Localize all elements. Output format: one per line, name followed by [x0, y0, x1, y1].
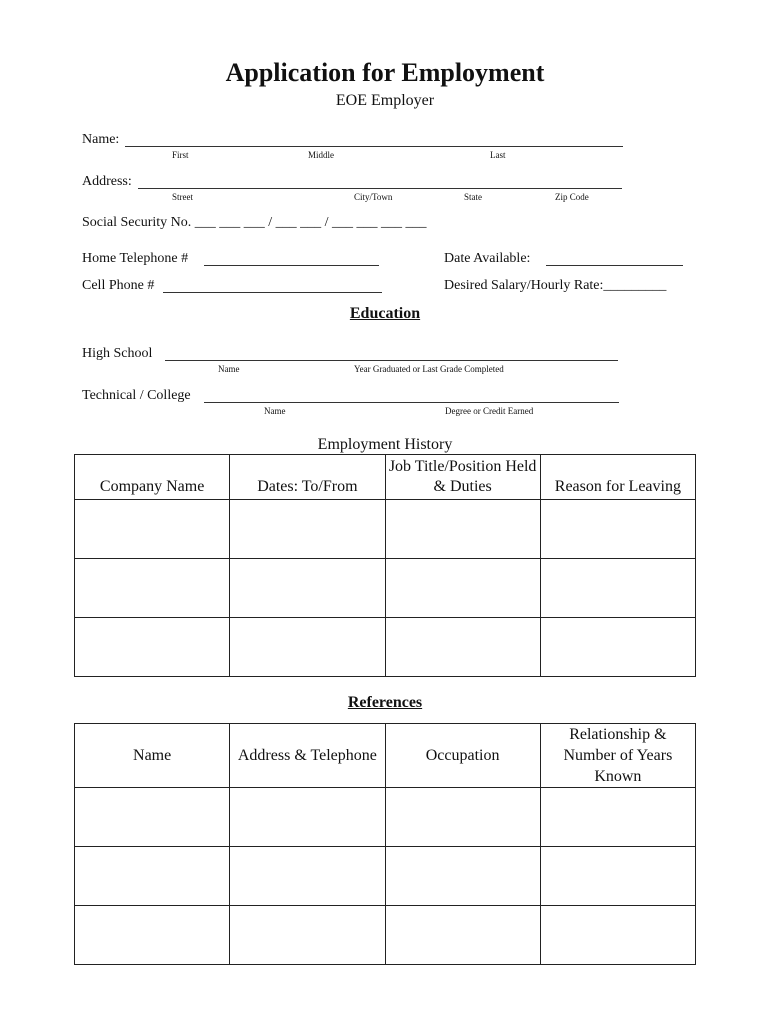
name-sub-first: First [172, 150, 189, 160]
table-row [75, 618, 696, 677]
ssn-field[interactable]: Social Security No. ___ ___ ___ / ___ ___ / ___ ___ ___ ___ [82, 215, 427, 230]
col-company-name: Company Name [75, 455, 230, 500]
table-cell[interactable] [75, 847, 230, 906]
home-phone-field[interactable] [204, 265, 379, 266]
table-cell[interactable] [75, 906, 230, 965]
page-title: Application for Employment [225, 58, 545, 87]
table-cell[interactable] [385, 559, 540, 618]
table-row [75, 847, 696, 906]
address-field[interactable] [138, 188, 622, 189]
table-cell[interactable] [230, 788, 385, 847]
college-field[interactable] [204, 402, 619, 403]
table-cell[interactable] [230, 618, 385, 677]
table-cell[interactable] [75, 500, 230, 559]
name-field[interactable] [125, 146, 623, 147]
address-sub-zip: Zip Code [555, 192, 589, 202]
table-cell[interactable] [230, 847, 385, 906]
employment-header-row [75, 455, 696, 500]
table-cell[interactable] [230, 500, 385, 559]
table-cell[interactable] [75, 618, 230, 677]
references-heading: References [347, 694, 423, 711]
table-cell[interactable] [540, 500, 695, 559]
employment-heading: Employment History [317, 436, 453, 453]
table-row [75, 906, 696, 965]
hs-sub-name: Name [218, 364, 240, 374]
high-school-label: High School [82, 346, 153, 361]
table-row [75, 559, 696, 618]
col-dates: Dates: To/From [230, 455, 385, 500]
col-job-title: Job Title/Position Held & Duties [385, 455, 540, 500]
table-cell[interactable] [385, 500, 540, 559]
high-school-field[interactable] [165, 360, 618, 361]
address-sub-street: Street [172, 192, 193, 202]
col-reason-leaving: Reason for Leaving [540, 455, 695, 500]
name-sub-middle: Middle [308, 150, 334, 160]
table-cell[interactable] [540, 847, 695, 906]
table-cell[interactable] [75, 788, 230, 847]
table-cell[interactable] [385, 847, 540, 906]
address-sub-state: State [464, 192, 482, 202]
college-sub-degree: Degree or Credit Earned [445, 406, 534, 416]
table-cell[interactable] [540, 906, 695, 965]
references-table [74, 723, 696, 965]
date-available-field[interactable] [546, 265, 683, 266]
cell-phone-label: Cell Phone # [82, 278, 155, 293]
table-cell[interactable] [230, 906, 385, 965]
employment-table [74, 454, 696, 677]
address-sub-city: City/Town [354, 192, 393, 202]
college-label: Technical / College [82, 388, 191, 403]
table-cell[interactable] [230, 559, 385, 618]
table-cell[interactable] [385, 788, 540, 847]
table-row [75, 500, 696, 559]
name-sub-last: Last [490, 150, 506, 160]
salary-field[interactable]: Desired Salary/Hourly Rate:_________ [444, 278, 667, 293]
col-ref-occupation: Occupation [385, 724, 540, 788]
table-cell[interactable] [540, 559, 695, 618]
address-label: Address: [82, 174, 132, 189]
page-subtitle: EOE Employer [335, 92, 435, 109]
table-row [75, 788, 696, 847]
hs-sub-year: Year Graduated or Last Grade Completed [354, 364, 504, 374]
table-cell[interactable] [540, 788, 695, 847]
table-cell[interactable] [540, 618, 695, 677]
table-cell[interactable] [75, 559, 230, 618]
references-header-row [75, 724, 696, 788]
col-ref-relationship: Relationship & Number of Years Known [540, 724, 695, 788]
date-available-label: Date Available: [444, 251, 531, 266]
college-sub-name: Name [264, 406, 286, 416]
col-ref-name: Name [75, 724, 230, 788]
table-cell[interactable] [385, 618, 540, 677]
education-heading: Education [349, 305, 421, 322]
cell-phone-field[interactable] [163, 292, 382, 293]
home-phone-label: Home Telephone # [82, 251, 189, 266]
name-label: Name: [82, 132, 120, 147]
col-ref-address: Address & Telephone [230, 724, 385, 788]
table-cell[interactable] [385, 906, 540, 965]
